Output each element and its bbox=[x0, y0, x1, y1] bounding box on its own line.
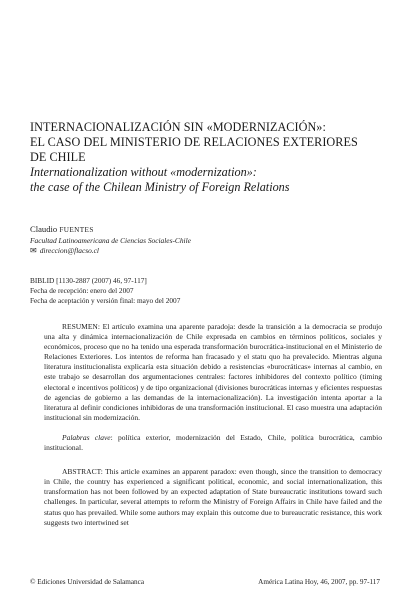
resumen-paragraph: RESUMEN: El artículo examina una aparente paradoja: desde la transición a la democracia se produjo una alta y dinámica internacionalización de Chile expresada en cambios en términos políticos, sociales y económicos, proceso que no ha tenido una esperada transformación burocrática-institucional en el Ministerio de Relaciones Exteriores. Los intentos de reforma han fracasado y el statu quo ha prevalecido. Mientras alguna literatura institucionalista explicaría esta situación debido a resistencias «burocráticas» internas al cambio, en este trabajo se desarrollan dos argumentaciones centrales: factores inhibidores del contexto político (timing electoral e incentivos políticos) y de tipo organizacional (divisiones burocráticas internas y eficientes respuestas de agencias de gobierno a las demandas de la internacionalización). La investigación intenta aportar a la literatura al definir condiciones inhibidoras de una transformación institucional. El caso muestra una adaptación institucional sin modernización. bbox=[44, 322, 382, 422]
keywords-label: Palabras clave bbox=[62, 432, 111, 442]
title-es-line: DE CHILE bbox=[30, 150, 86, 164]
author-affiliation: Facultad Latinoamericana de Ciencias Sociales-Chile bbox=[30, 236, 191, 245]
title-english bbox=[30, 165, 390, 195]
abstract-paragraph: ABSTRACT: This article examines an apparent paradox: even though, since the transition to democracy in Chile, the country has experienced a significant political, economic, and social internationalization, this transformation has not been followed by an expected adaptation of State bureaucratic institutions toward such challenges. In particular, several attempts to reform the Ministry of Foreign Affairs in Chile have failed and the status quo has prevailed. While some authors may explain this outcome due to bureaucratic resistance, this work suggests two intertwined set bbox=[44, 467, 382, 527]
title-block bbox=[30, 120, 390, 195]
author-last-name: FUENTES bbox=[59, 226, 94, 234]
title-en-line: the case of the Chilean Ministry of Foreign Relations bbox=[30, 180, 290, 194]
publication-meta bbox=[30, 276, 390, 306]
biblid: BIBLID [1130-2887 (2007) 46, 97-117] bbox=[30, 276, 147, 285]
accepted-date: Fecha de aceptación y versión final: mayo del 2007 bbox=[30, 296, 181, 305]
author-email-line bbox=[30, 246, 390, 256]
author-name bbox=[30, 224, 390, 236]
author-email[interactable]: direccion@flacso.cl bbox=[39, 246, 99, 255]
author-first-name: Claudio bbox=[30, 224, 58, 234]
title-es-line: INTERNACIONALIZACIÓN SIN «MODERNIZACIÓN»: bbox=[30, 120, 326, 134]
author-block bbox=[30, 224, 390, 256]
received-date: Fecha de recepción: enero del 2007 bbox=[30, 286, 134, 295]
abstract-section bbox=[44, 322, 382, 528]
keywords-text: : política exterior, modernización del Estado, Chile, política burocrática, cambio institucional. bbox=[44, 432, 383, 453]
footer-publisher: © Ediciones Universidad de Salamanca bbox=[30, 578, 145, 586]
keywords-paragraph bbox=[44, 433, 382, 453]
envelope-icon: ✉ bbox=[30, 246, 37, 255]
title-es-line: EL CASO DEL MINISTERIO DE RELACIONES EXTERIORES bbox=[30, 135, 358, 149]
title-spanish bbox=[30, 120, 390, 165]
title-en-line: Internationalization without «modernization»: bbox=[30, 165, 257, 179]
footer-citation: América Latina Hoy, 46, 2007, pp. 97-117 bbox=[258, 578, 380, 586]
